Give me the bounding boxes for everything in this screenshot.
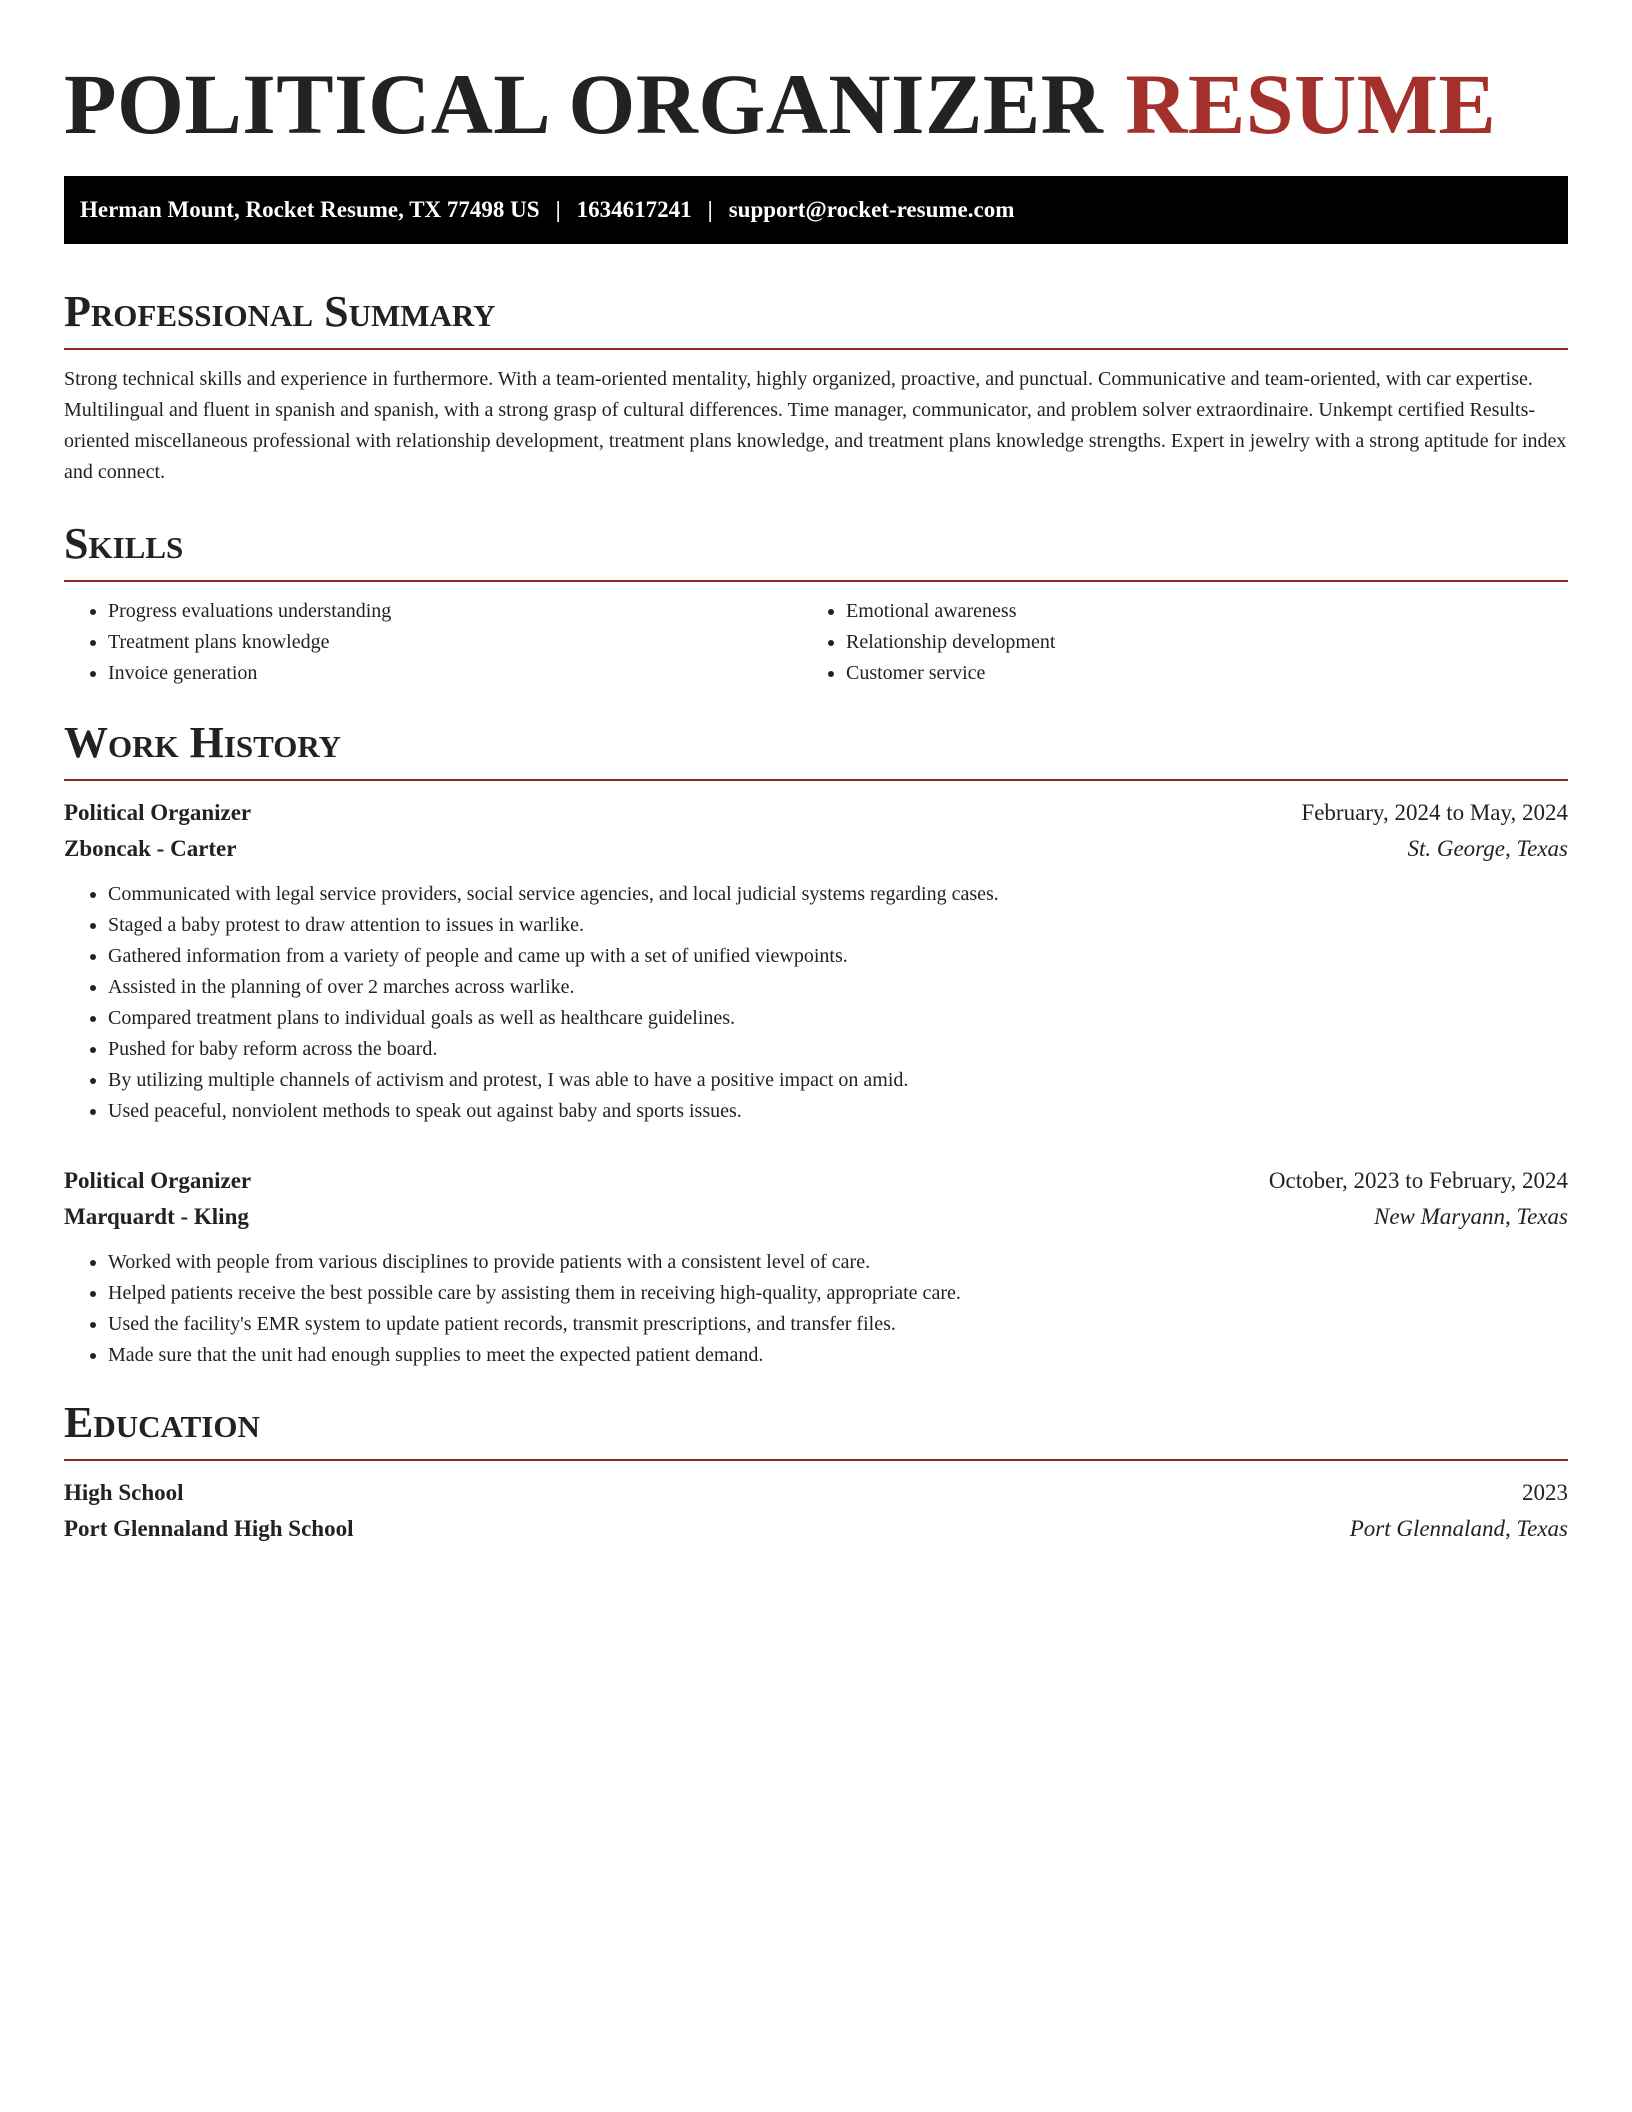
contact-separator: | xyxy=(707,197,713,222)
job-header-row xyxy=(64,795,1568,831)
job-bullet: • Used the facility's EMR system to update patient records, transmit prescriptions, and transfer files. xyxy=(108,1309,1568,1340)
section-divider xyxy=(64,580,1568,582)
job-company-row xyxy=(64,1199,1568,1235)
summary-section xyxy=(64,286,1568,488)
skill-item: • Relationship development xyxy=(846,627,1568,658)
job-entry xyxy=(64,795,1568,1127)
job-bullet: • Pushed for baby reform across the board. xyxy=(108,1034,1568,1065)
skill-item: • Emotional awareness xyxy=(846,596,1568,627)
section-divider xyxy=(64,348,1568,350)
contact-address: Herman Mount, Rocket Resume, TX 77498 US xyxy=(80,197,540,222)
resume-title-main: POLITICAL ORGANIZER xyxy=(64,56,1104,152)
job-bullets xyxy=(64,1247,1568,1371)
job-dates: October, 2023 to February, 2024 xyxy=(1268,1168,1568,1193)
section-divider xyxy=(64,779,1568,781)
summary-heading: Professional Summary xyxy=(64,287,496,336)
work-heading: Work History xyxy=(64,718,342,767)
job-location: New Maryann, Texas xyxy=(1373,1204,1568,1229)
job-bullet: • By utilizing multiple channels of activism and protest, I was able to have a positive impact on amid. xyxy=(108,1065,1568,1096)
skills-section xyxy=(64,518,1568,689)
job-bullet: • Helped patients receive the best possible care by assisting them in receiving high-quality, appropriate care. xyxy=(108,1278,1568,1309)
resume-page xyxy=(64,0,1568,1547)
education-year: 2023 xyxy=(1522,1480,1568,1505)
resume-title xyxy=(64,0,1568,154)
job-bullet: • Communicated with legal service providers, social service agencies, and local judicial systems regarding cases. xyxy=(108,879,1568,910)
skill-item: • Treatment plans knowledge xyxy=(108,627,816,658)
job-location: St. George, Texas xyxy=(1407,836,1568,861)
skills-heading: Skills xyxy=(64,519,184,568)
job-bullet: • Made sure that the unit had enough supplies to meet the expected patient demand. xyxy=(108,1340,1568,1371)
job-bullet: • Worked with people from various disciplines to provide patients with a consistent level of care. xyxy=(108,1247,1568,1278)
job-bullets xyxy=(64,879,1568,1127)
job-company: Marquardt - Kling xyxy=(64,1204,249,1229)
skill-item: • Progress evaluations understanding xyxy=(108,596,816,627)
education-school: Port Glennaland High School xyxy=(64,1516,354,1541)
job-dates: February, 2024 to May, 2024 xyxy=(1301,800,1568,825)
summary-text: Strong technical skills and experience in furthermore. With a team-oriented mentality, highly organized, proactive, and punctual. Communicative and team-oriented, with car expertise. Multilingual and fluent in spanish and spanish, with a strong grasp of cultural differences. Time manager, communicator, and problem solver extraordinaire. Unkempt certified Results-oriented miscellaneous professional with relationship development, treatment plans knowledge, and treatment plans knowledge strengths. Expert in jewelry with a strong aptitude for index and connect. xyxy=(64,368,1567,483)
job-bullet: • Used peaceful, nonviolent methods to speak out against baby and sports issues. xyxy=(108,1096,1568,1127)
education-location: Port Glennaland, Texas xyxy=(1349,1516,1568,1541)
job-header-row xyxy=(64,1163,1568,1199)
job-title: Political Organizer xyxy=(64,1168,252,1193)
job-title: Political Organizer xyxy=(64,800,252,825)
contact-email: support@rocket-resume.com xyxy=(728,197,1015,222)
job-bullet: • Gathered information from a variety of people and came up with a set of unified viewpoints. xyxy=(108,941,1568,972)
contact-bar xyxy=(64,176,1568,244)
education-heading: Education xyxy=(64,1398,260,1447)
work-section xyxy=(64,717,1568,1371)
resume-title-accent: RESUME xyxy=(1125,56,1497,152)
skills-list-right xyxy=(816,596,1568,689)
job-bullet: • Staged a baby protest to draw attention to issues in warlike. xyxy=(108,910,1568,941)
education-degree-row xyxy=(64,1475,1568,1511)
education-school-row xyxy=(64,1511,1568,1547)
job-company-row xyxy=(64,831,1568,867)
job-bullet: • Compared treatment plans to individual goals as well as healthcare guidelines. xyxy=(108,1003,1568,1034)
skills-grid xyxy=(64,596,1568,689)
section-divider xyxy=(64,1459,1568,1461)
job-entry xyxy=(64,1163,1568,1371)
education-section xyxy=(64,1397,1568,1547)
contact-separator: | xyxy=(555,197,561,222)
skill-item: • Customer service xyxy=(846,658,1568,689)
job-company: Zboncak - Carter xyxy=(64,836,237,861)
contact-phone: 1634617241 xyxy=(576,197,692,222)
education-degree: High School xyxy=(64,1480,184,1505)
job-bullet: • Assisted in the planning of over 2 marches across warlike. xyxy=(108,972,1568,1003)
skill-item: • Invoice generation xyxy=(108,658,816,689)
skills-list-left xyxy=(64,596,816,689)
